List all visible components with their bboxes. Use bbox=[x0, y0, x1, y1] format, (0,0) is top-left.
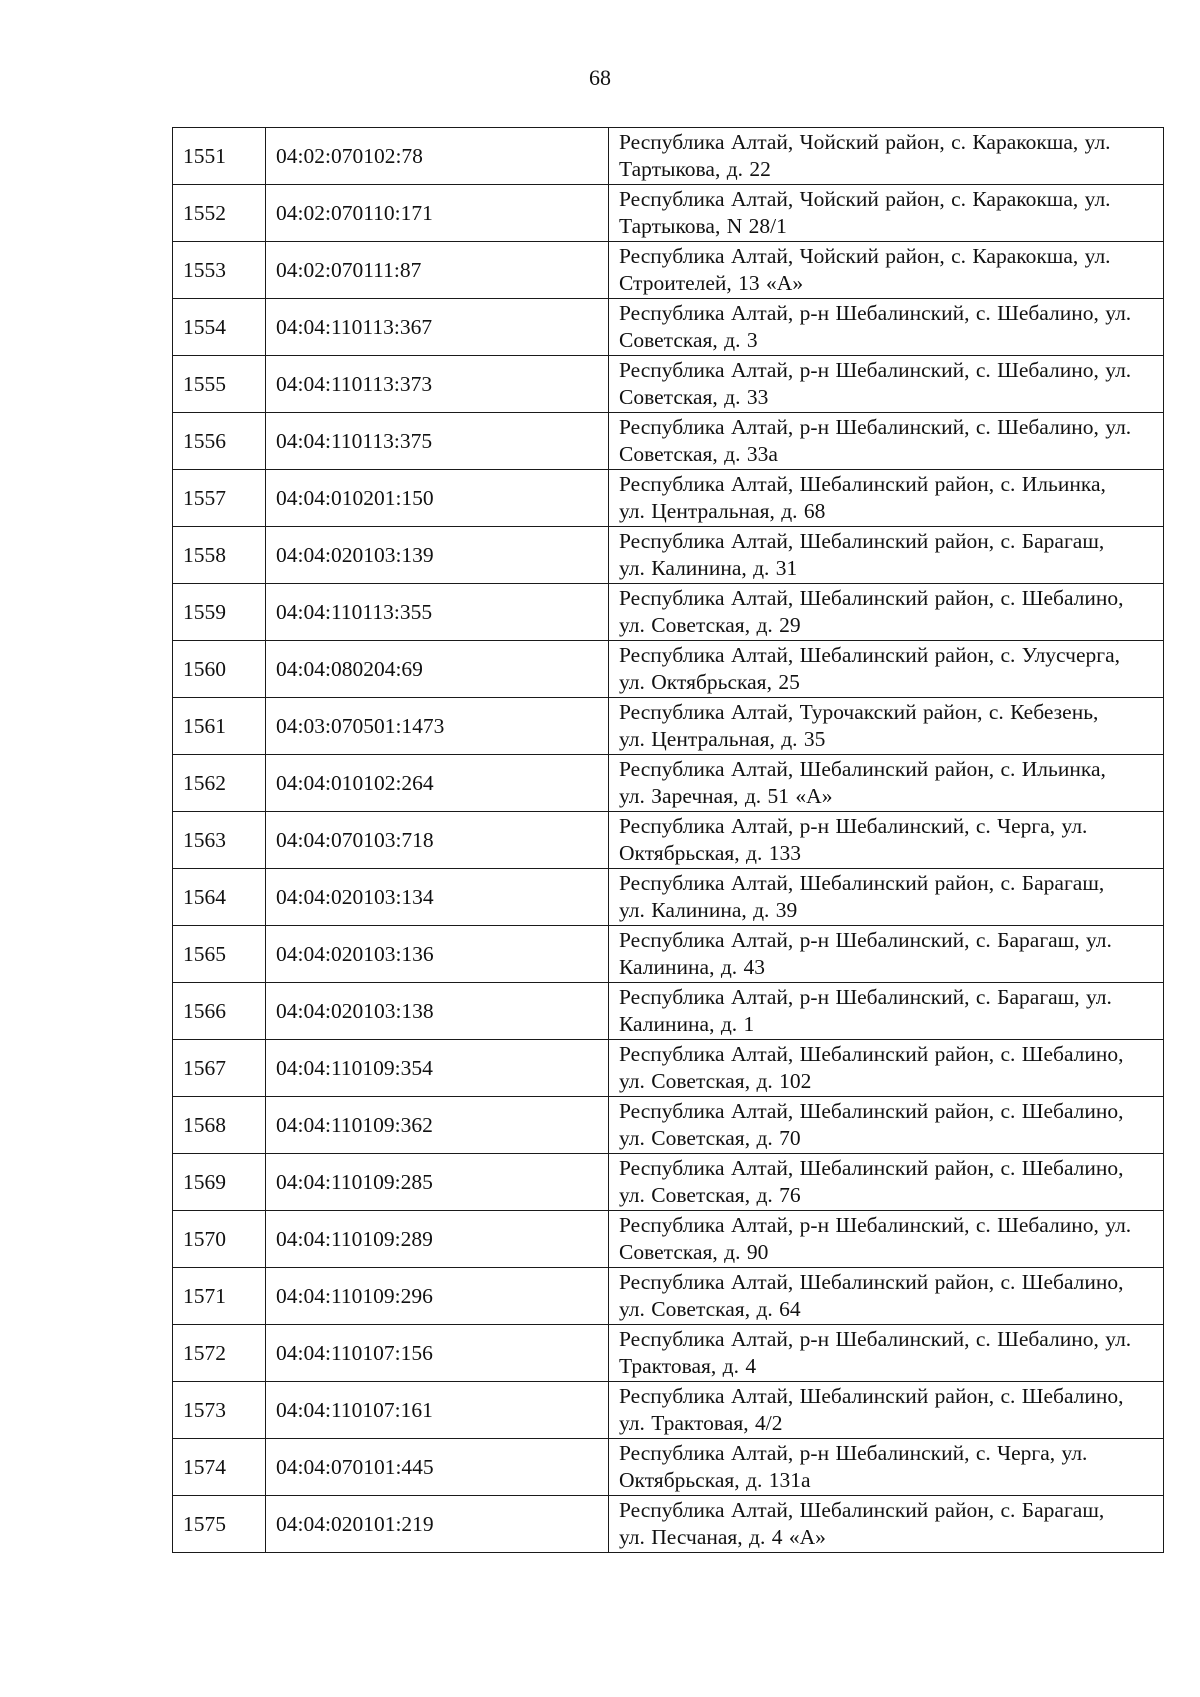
table-row bbox=[173, 1154, 1164, 1211]
cadastral-number-cell: 04:04:020103:139 bbox=[266, 527, 609, 584]
address-line: ул. Советская, д. 29 bbox=[619, 613, 801, 637]
table-row bbox=[173, 1325, 1164, 1382]
cadastral-number-cell: 04:04:110107:156 bbox=[266, 1325, 609, 1382]
address-line: Республика Алтай, р-н Шебалинский, с. Шебалино, ул. bbox=[619, 358, 1132, 382]
cadastral-number-cell: 04:04:070101:445 bbox=[266, 1439, 609, 1496]
address-line: Республика Алтай, Шебалинский район, с. Ильинка, bbox=[619, 472, 1106, 496]
page-number: 68 bbox=[589, 65, 611, 90]
address-line: Республика Алтай, Шебалинский район, с. Ильинка, bbox=[619, 757, 1106, 781]
table-row bbox=[173, 185, 1164, 242]
address-cell bbox=[609, 470, 1164, 527]
cadastral-number-cell: 04:04:110113:367 bbox=[266, 299, 609, 356]
table-row bbox=[173, 755, 1164, 812]
cadastral-number-cell: 04:04:110109:289 bbox=[266, 1211, 609, 1268]
cadastral-number-cell: 04:04:020101:219 bbox=[266, 1496, 609, 1553]
cadastral-number-cell: 04:02:070111:87 bbox=[266, 242, 609, 299]
table-row bbox=[173, 242, 1164, 299]
cadastral-number-cell: 04:04:020103:134 bbox=[266, 869, 609, 926]
address-line: Республика Алтай, р-н Шебалинский, с. Черга, ул. bbox=[619, 814, 1088, 838]
address-line: Республика Алтай, р-н Шебалинский, с. Шебалино, ул. bbox=[619, 415, 1132, 439]
table-row bbox=[173, 1097, 1164, 1154]
row-number-cell: 1557 bbox=[173, 470, 266, 527]
address-line: Республика Алтай, Шебалинский район, с. Барагаш, bbox=[619, 871, 1105, 895]
address-cell bbox=[609, 299, 1164, 356]
address-line: Республика Алтай, Чойский район, с. Каракокша, ул. bbox=[619, 244, 1111, 268]
address-line: ул. Советская, д. 70 bbox=[619, 1126, 801, 1150]
row-number-cell: 1554 bbox=[173, 299, 266, 356]
address-line: Калинина, д. 1 bbox=[619, 1012, 755, 1036]
cadastral-number-cell: 04:02:070110:171 bbox=[266, 185, 609, 242]
address-line: Республика Алтай, р-н Шебалинский, с. Барагаш, ул. bbox=[619, 985, 1112, 1009]
address-cell bbox=[609, 869, 1164, 926]
cadastral-number-cell: 04:04:020103:136 bbox=[266, 926, 609, 983]
address-cell bbox=[609, 1496, 1164, 1553]
row-number-cell: 1565 bbox=[173, 926, 266, 983]
cadastral-number-cell: 04:04:110109:362 bbox=[266, 1097, 609, 1154]
table-row bbox=[173, 584, 1164, 641]
table-row bbox=[173, 470, 1164, 527]
address-cell bbox=[609, 641, 1164, 698]
cadastral-number-cell: 04:04:110109:285 bbox=[266, 1154, 609, 1211]
row-number-cell: 1566 bbox=[173, 983, 266, 1040]
address-line: Республика Алтай, р-н Шебалинский, с. Шебалино, ул. bbox=[619, 1213, 1132, 1237]
row-number-cell: 1558 bbox=[173, 527, 266, 584]
address-cell bbox=[609, 185, 1164, 242]
row-number-cell: 1574 bbox=[173, 1439, 266, 1496]
table-row bbox=[173, 1496, 1164, 1553]
table-row bbox=[173, 413, 1164, 470]
address-line: Строителей, 13 «А» bbox=[619, 271, 804, 295]
address-line: Республика Алтай, р-н Шебалинский, с. Шебалино, ул. bbox=[619, 301, 1132, 325]
address-cell bbox=[609, 926, 1164, 983]
address-cell bbox=[609, 983, 1164, 1040]
row-number-cell: 1552 bbox=[173, 185, 266, 242]
table-row bbox=[173, 1439, 1164, 1496]
address-cell bbox=[609, 413, 1164, 470]
row-number-cell: 1561 bbox=[173, 698, 266, 755]
address-cell bbox=[609, 755, 1164, 812]
table-body bbox=[173, 128, 1164, 1553]
address-line: ул. Центральная, д. 68 bbox=[619, 499, 826, 523]
row-number-cell: 1556 bbox=[173, 413, 266, 470]
cadastral-number-cell: 04:04:110113:373 bbox=[266, 356, 609, 413]
address-line: Республика Алтай, Шебалинский район, с. Барагаш, bbox=[619, 529, 1105, 553]
cadastral-number-cell: 04:04:110109:296 bbox=[266, 1268, 609, 1325]
address-line: Октябрьская, д. 133 bbox=[619, 841, 801, 865]
table-row bbox=[173, 1382, 1164, 1439]
row-number-cell: 1573 bbox=[173, 1382, 266, 1439]
address-line: Советская, д. 90 bbox=[619, 1240, 769, 1264]
address-line: Республика Алтай, Шебалинский район, с. Шебалино, bbox=[619, 586, 1124, 610]
address-line: Республика Алтай, Шебалинский район, с. Улусчерга, bbox=[619, 643, 1121, 667]
address-line: Республика Алтай, Шебалинский район, с. Шебалино, bbox=[619, 1156, 1124, 1180]
row-number-cell: 1575 bbox=[173, 1496, 266, 1553]
address-line: Тартыкова, д. 22 bbox=[619, 157, 771, 181]
address-line: ул. Песчаная, д. 4 «А» bbox=[619, 1525, 826, 1549]
row-number-cell: 1571 bbox=[173, 1268, 266, 1325]
cadastral-number-cell: 04:04:080204:69 bbox=[266, 641, 609, 698]
address-line: Трактовая, д. 4 bbox=[619, 1354, 757, 1378]
address-line: Республика Алтай, Шебалинский район, с. Шебалино, bbox=[619, 1099, 1124, 1123]
address-cell bbox=[609, 812, 1164, 869]
row-number-cell: 1553 bbox=[173, 242, 266, 299]
address-line: Калинина, д. 43 bbox=[619, 955, 766, 979]
table-row bbox=[173, 1268, 1164, 1325]
address-line: Республика Алтай, р-н Шебалинский, с. Барагаш, ул. bbox=[619, 928, 1112, 952]
address-line: Республика Алтай, Турочакский район, с. Кебезень, bbox=[619, 700, 1099, 724]
address-line: Республика Алтай, Чойский район, с. Каракокша, ул. bbox=[619, 187, 1111, 211]
table-row bbox=[173, 926, 1164, 983]
table-row bbox=[173, 1211, 1164, 1268]
row-number-cell: 1559 bbox=[173, 584, 266, 641]
address-line: Республика Алтай, Шебалинский район, с. Шебалино, bbox=[619, 1384, 1124, 1408]
table-row bbox=[173, 698, 1164, 755]
address-cell bbox=[609, 356, 1164, 413]
table-row bbox=[173, 356, 1164, 413]
row-number-cell: 1569 bbox=[173, 1154, 266, 1211]
cadastral-number-cell: 04:04:110113:375 bbox=[266, 413, 609, 470]
address-line: Республика Алтай, Шебалинский район, с. Шебалино, bbox=[619, 1270, 1124, 1294]
row-number-cell: 1551 bbox=[173, 128, 266, 185]
address-line: ул. Советская, д. 64 bbox=[619, 1297, 801, 1321]
table-row bbox=[173, 128, 1164, 185]
cadastral-number-cell: 04:04:110109:354 bbox=[266, 1040, 609, 1097]
address-cell bbox=[609, 242, 1164, 299]
row-number-cell: 1568 bbox=[173, 1097, 266, 1154]
cadastral-number-cell: 04:02:070102:78 bbox=[266, 128, 609, 185]
row-number-cell: 1572 bbox=[173, 1325, 266, 1382]
row-number-cell: 1560 bbox=[173, 641, 266, 698]
row-number-cell: 1562 bbox=[173, 755, 266, 812]
address-line: Октябрьская, д. 131а bbox=[619, 1468, 811, 1492]
address-line: ул. Калинина, д. 39 bbox=[619, 898, 798, 922]
address-line: Советская, д. 33 bbox=[619, 385, 769, 409]
table-row bbox=[173, 869, 1164, 926]
address-line: Республика Алтай, р-н Шебалинский, с. Шебалино, ул. bbox=[619, 1327, 1132, 1351]
cadastral-number-cell: 04:04:010201:150 bbox=[266, 470, 609, 527]
address-cell bbox=[609, 1097, 1164, 1154]
cadastral-number-cell: 04:04:070103:718 bbox=[266, 812, 609, 869]
address-cell bbox=[609, 1439, 1164, 1496]
table-row bbox=[173, 299, 1164, 356]
address-line: Республика Алтай, Шебалинский район, с. Шебалино, bbox=[619, 1042, 1124, 1066]
address-cell bbox=[609, 128, 1164, 185]
table-row bbox=[173, 641, 1164, 698]
property-registry-table bbox=[172, 127, 1164, 1553]
address-line: Республика Алтай, Шебалинский район, с. Барагаш, bbox=[619, 1498, 1105, 1522]
row-number-cell: 1563 bbox=[173, 812, 266, 869]
address-cell bbox=[609, 1154, 1164, 1211]
address-cell bbox=[609, 1211, 1164, 1268]
cadastral-number-cell: 04:04:010102:264 bbox=[266, 755, 609, 812]
address-cell bbox=[609, 1325, 1164, 1382]
address-line: Республика Алтай, Чойский район, с. Каракокша, ул. bbox=[619, 130, 1111, 154]
cadastral-number-cell: 04:04:020103:138 bbox=[266, 983, 609, 1040]
row-number-cell: 1555 bbox=[173, 356, 266, 413]
row-number-cell: 1567 bbox=[173, 1040, 266, 1097]
address-line: ул. Советская, д. 76 bbox=[619, 1183, 801, 1207]
cadastral-number-cell: 04:04:110113:355 bbox=[266, 584, 609, 641]
address-line: Тартыкова, N 28/1 bbox=[619, 214, 787, 238]
address-line: ул. Советская, д. 102 bbox=[619, 1069, 812, 1093]
address-line: ул. Заречная, д. 51 «А» bbox=[619, 784, 833, 808]
address-line: Советская, д. 33а bbox=[619, 442, 778, 466]
table-row bbox=[173, 983, 1164, 1040]
table-row bbox=[173, 1040, 1164, 1097]
address-cell bbox=[609, 1268, 1164, 1325]
address-cell bbox=[609, 527, 1164, 584]
address-cell bbox=[609, 1382, 1164, 1439]
table-row bbox=[173, 527, 1164, 584]
address-line: Советская, д. 3 bbox=[619, 328, 758, 352]
row-number-cell: 1570 bbox=[173, 1211, 266, 1268]
address-line: ул. Октябрьская, 25 bbox=[619, 670, 800, 694]
address-line: ул. Центральная, д. 35 bbox=[619, 727, 826, 751]
address-line: Республика Алтай, р-н Шебалинский, с. Черга, ул. bbox=[619, 1441, 1088, 1465]
address-line: ул. Калинина, д. 31 bbox=[619, 556, 798, 580]
row-number-cell: 1564 bbox=[173, 869, 266, 926]
cadastral-number-cell: 04:04:110107:161 bbox=[266, 1382, 609, 1439]
address-cell bbox=[609, 1040, 1164, 1097]
address-line: ул. Трактовая, 4/2 bbox=[619, 1411, 783, 1435]
address-cell bbox=[609, 698, 1164, 755]
address-cell bbox=[609, 584, 1164, 641]
cadastral-number-cell: 04:03:070501:1473 bbox=[266, 698, 609, 755]
table-row bbox=[173, 812, 1164, 869]
